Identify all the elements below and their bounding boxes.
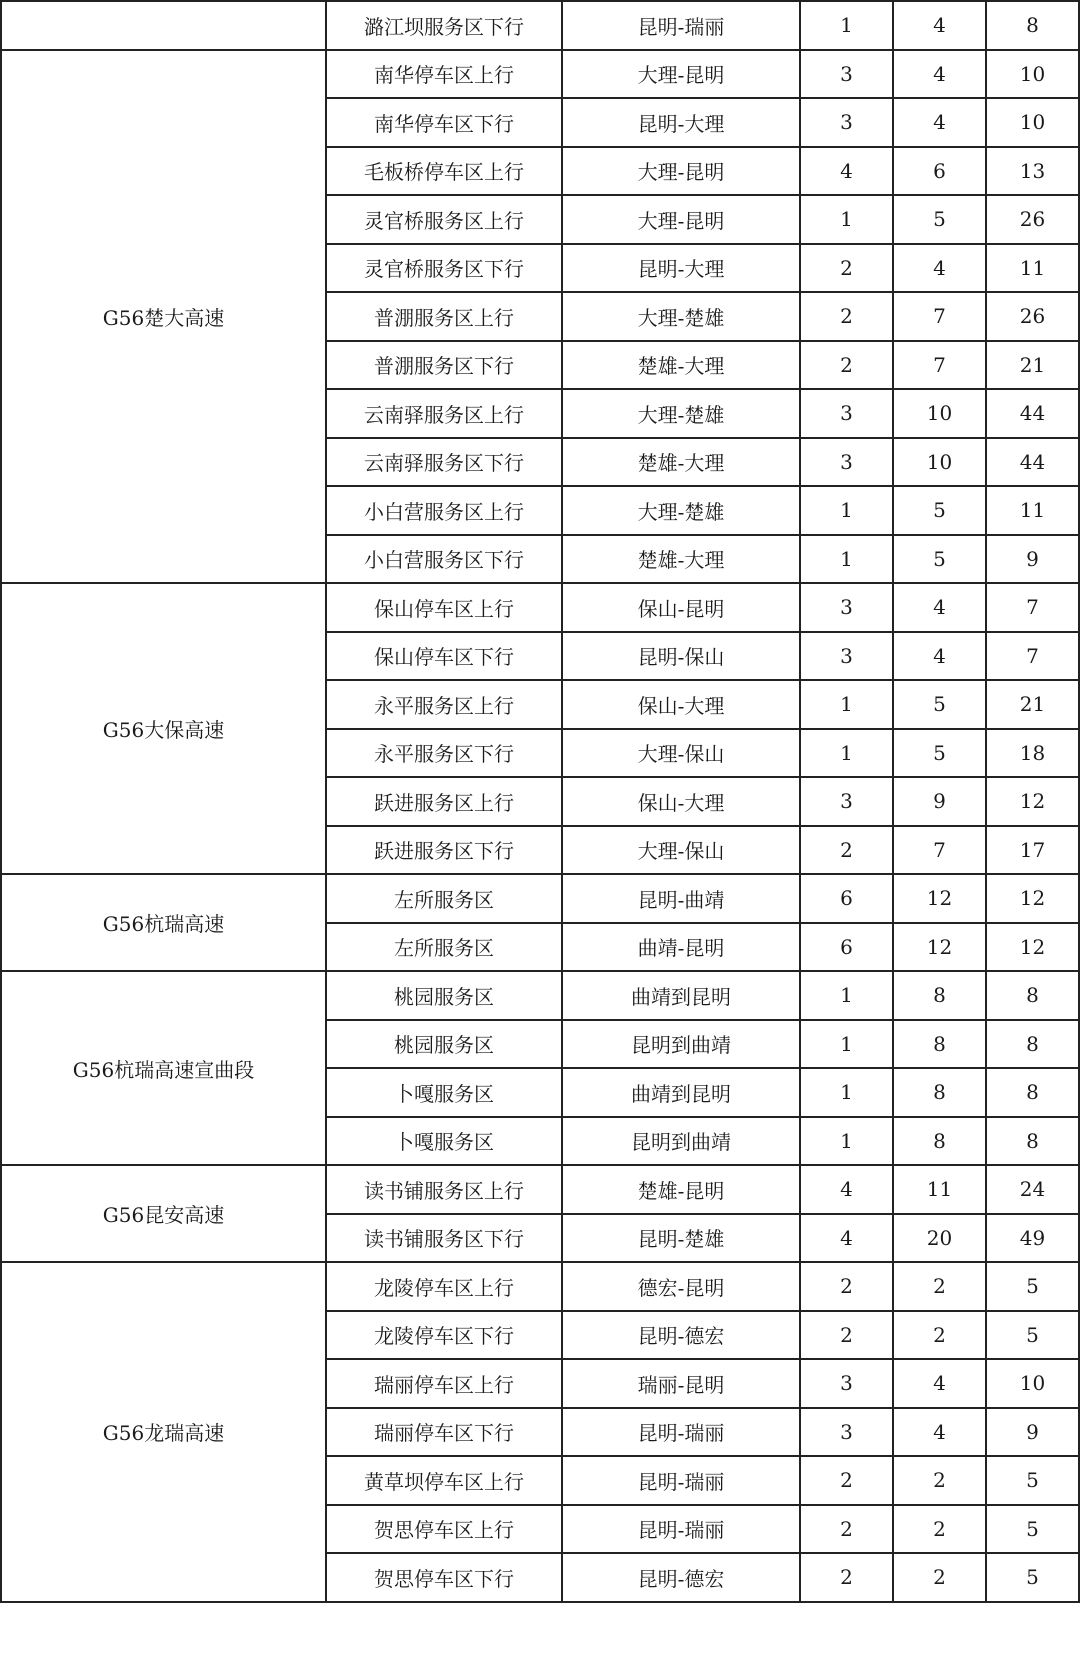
count-c-cell: 11 bbox=[986, 244, 1079, 293]
count-b-cell: 4 bbox=[893, 50, 986, 99]
count-c-cell: 8 bbox=[986, 1117, 1079, 1166]
count-a-cell: 6 bbox=[800, 923, 893, 972]
table-row bbox=[1, 1262, 1079, 1311]
count-a-cell: 3 bbox=[800, 632, 893, 681]
count-c-cell: 7 bbox=[986, 632, 1079, 681]
count-b-cell: 2 bbox=[893, 1553, 986, 1602]
count-b-cell: 2 bbox=[893, 1262, 986, 1311]
count-b-cell: 12 bbox=[893, 874, 986, 923]
count-c-cell: 21 bbox=[986, 341, 1079, 390]
count-a-cell: 2 bbox=[800, 1553, 893, 1602]
count-c-cell: 44 bbox=[986, 389, 1079, 438]
count-a-cell: 4 bbox=[800, 1214, 893, 1263]
table-row bbox=[1, 583, 1079, 632]
direction-cell: 瑞丽-昆明 bbox=[562, 1359, 800, 1408]
direction-cell: 昆明-瑞丽 bbox=[562, 1456, 800, 1505]
count-c-cell: 10 bbox=[986, 1359, 1079, 1408]
count-b-cell: 8 bbox=[893, 971, 986, 1020]
service-area-cell: 跃进服务区上行 bbox=[326, 777, 562, 826]
service-area-cell: 读书铺服务区下行 bbox=[326, 1214, 562, 1263]
count-c-cell: 49 bbox=[986, 1214, 1079, 1263]
direction-cell: 保山-大理 bbox=[562, 777, 800, 826]
count-a-cell: 1 bbox=[800, 680, 893, 729]
count-b-cell: 9 bbox=[893, 777, 986, 826]
count-a-cell: 2 bbox=[800, 244, 893, 293]
count-a-cell: 1 bbox=[800, 1068, 893, 1117]
direction-cell: 昆明-瑞丽 bbox=[562, 1408, 800, 1457]
road-name-cell: G56杭瑞高速宣曲段 bbox=[1, 971, 326, 1165]
count-a-cell: 1 bbox=[800, 1020, 893, 1069]
table-row bbox=[1, 1, 1079, 50]
count-b-cell: 20 bbox=[893, 1214, 986, 1263]
table-row bbox=[1, 971, 1079, 1020]
service-area-cell: 贺思停车区下行 bbox=[326, 1553, 562, 1602]
count-c-cell: 18 bbox=[986, 729, 1079, 778]
count-a-cell: 3 bbox=[800, 583, 893, 632]
service-area-cell: 卜嘎服务区 bbox=[326, 1117, 562, 1166]
count-a-cell: 3 bbox=[800, 50, 893, 99]
count-a-cell: 4 bbox=[800, 147, 893, 196]
count-c-cell: 7 bbox=[986, 583, 1079, 632]
direction-cell: 曲靖到昆明 bbox=[562, 1068, 800, 1117]
count-b-cell: 5 bbox=[893, 680, 986, 729]
service-area-cell: 读书铺服务区上行 bbox=[326, 1165, 562, 1214]
count-a-cell: 4 bbox=[800, 1165, 893, 1214]
service-area-cell: 潞江坝服务区下行 bbox=[326, 1, 562, 50]
count-a-cell: 2 bbox=[800, 1311, 893, 1360]
count-c-cell: 10 bbox=[986, 98, 1079, 147]
count-a-cell: 3 bbox=[800, 438, 893, 487]
direction-cell: 昆明-德宏 bbox=[562, 1311, 800, 1360]
count-c-cell: 5 bbox=[986, 1262, 1079, 1311]
count-b-cell: 12 bbox=[893, 923, 986, 972]
road-name-cell: G56杭瑞高速 bbox=[1, 874, 326, 971]
count-c-cell: 8 bbox=[986, 1, 1079, 50]
count-c-cell: 8 bbox=[986, 1020, 1079, 1069]
count-a-cell: 1 bbox=[800, 195, 893, 244]
count-b-cell: 10 bbox=[893, 389, 986, 438]
direction-cell: 大理-昆明 bbox=[562, 50, 800, 99]
direction-cell: 昆明-大理 bbox=[562, 98, 800, 147]
count-b-cell: 5 bbox=[893, 729, 986, 778]
road-name-cell: G56昆安高速 bbox=[1, 1165, 326, 1262]
count-b-cell: 4 bbox=[893, 1359, 986, 1408]
count-a-cell: 1 bbox=[800, 971, 893, 1020]
direction-cell: 昆明到曲靖 bbox=[562, 1117, 800, 1166]
service-area-cell: 南华停车区下行 bbox=[326, 98, 562, 147]
direction-cell: 保山-昆明 bbox=[562, 583, 800, 632]
direction-cell: 大理-昆明 bbox=[562, 195, 800, 244]
count-c-cell: 5 bbox=[986, 1553, 1079, 1602]
direction-cell: 昆明到曲靖 bbox=[562, 1020, 800, 1069]
count-a-cell: 2 bbox=[800, 1262, 893, 1311]
service-area-cell: 桃园服务区 bbox=[326, 1020, 562, 1069]
count-c-cell: 11 bbox=[986, 486, 1079, 535]
count-c-cell: 17 bbox=[986, 826, 1079, 875]
table-row bbox=[1, 1165, 1079, 1214]
count-b-cell: 8 bbox=[893, 1117, 986, 1166]
service-area-cell: 云南驿服务区下行 bbox=[326, 438, 562, 487]
count-b-cell: 4 bbox=[893, 1, 986, 50]
service-area-cell: 瑞丽停车区下行 bbox=[326, 1408, 562, 1457]
service-area-cell: 毛板桥停车区上行 bbox=[326, 147, 562, 196]
service-area-cell: 黄草坝停车区上行 bbox=[326, 1456, 562, 1505]
count-c-cell: 8 bbox=[986, 971, 1079, 1020]
service-area-cell: 桃园服务区 bbox=[326, 971, 562, 1020]
road-name-cell: G56楚大高速 bbox=[1, 50, 326, 584]
service-area-cell: 永平服务区下行 bbox=[326, 729, 562, 778]
count-a-cell: 3 bbox=[800, 389, 893, 438]
service-area-cell: 跃进服务区下行 bbox=[326, 826, 562, 875]
count-a-cell: 2 bbox=[800, 1456, 893, 1505]
count-b-cell: 10 bbox=[893, 438, 986, 487]
count-b-cell: 5 bbox=[893, 535, 986, 584]
count-c-cell: 26 bbox=[986, 195, 1079, 244]
road-name-cell: G56龙瑞高速 bbox=[1, 1262, 326, 1602]
count-b-cell: 4 bbox=[893, 1408, 986, 1457]
count-b-cell: 5 bbox=[893, 195, 986, 244]
service-area-cell: 龙陵停车区下行 bbox=[326, 1311, 562, 1360]
service-area-cell: 保山停车区下行 bbox=[326, 632, 562, 681]
direction-cell: 曲靖-昆明 bbox=[562, 923, 800, 972]
count-a-cell: 3 bbox=[800, 1408, 893, 1457]
service-area-cell: 左所服务区 bbox=[326, 874, 562, 923]
count-c-cell: 24 bbox=[986, 1165, 1079, 1214]
service-area-cell: 普淜服务区上行 bbox=[326, 292, 562, 341]
direction-cell: 昆明-德宏 bbox=[562, 1553, 800, 1602]
service-area-cell: 云南驿服务区上行 bbox=[326, 389, 562, 438]
service-area-cell: 贺思停车区上行 bbox=[326, 1505, 562, 1554]
service-area-cell: 瑞丽停车区上行 bbox=[326, 1359, 562, 1408]
count-c-cell: 10 bbox=[986, 50, 1079, 99]
service-area-cell: 保山停车区上行 bbox=[326, 583, 562, 632]
direction-cell: 昆明-保山 bbox=[562, 632, 800, 681]
service-area-cell: 灵官桥服务区下行 bbox=[326, 244, 562, 293]
count-a-cell: 1 bbox=[800, 729, 893, 778]
direction-cell: 昆明-楚雄 bbox=[562, 1214, 800, 1263]
count-b-cell: 5 bbox=[893, 486, 986, 535]
road-name-cell: G56大保高速 bbox=[1, 583, 326, 874]
count-a-cell: 2 bbox=[800, 292, 893, 341]
count-b-cell: 8 bbox=[893, 1068, 986, 1117]
count-c-cell: 44 bbox=[986, 438, 1079, 487]
count-c-cell: 9 bbox=[986, 1408, 1079, 1457]
service-area-cell: 灵官桥服务区上行 bbox=[326, 195, 562, 244]
direction-cell: 楚雄-大理 bbox=[562, 341, 800, 390]
service-area-cell: 永平服务区上行 bbox=[326, 680, 562, 729]
table-row bbox=[1, 50, 1079, 99]
count-b-cell: 6 bbox=[893, 147, 986, 196]
direction-cell: 大理-昆明 bbox=[562, 147, 800, 196]
service-area-cell: 左所服务区 bbox=[326, 923, 562, 972]
direction-cell: 楚雄-昆明 bbox=[562, 1165, 800, 1214]
count-a-cell: 2 bbox=[800, 826, 893, 875]
count-c-cell: 5 bbox=[986, 1505, 1079, 1554]
count-a-cell: 3 bbox=[800, 1359, 893, 1408]
service-area-cell: 普淜服务区下行 bbox=[326, 341, 562, 390]
count-b-cell: 2 bbox=[893, 1311, 986, 1360]
direction-cell: 楚雄-大理 bbox=[562, 535, 800, 584]
table-body bbox=[1, 1, 1079, 1602]
direction-cell: 大理-保山 bbox=[562, 729, 800, 778]
count-b-cell: 4 bbox=[893, 98, 986, 147]
count-a-cell: 1 bbox=[800, 486, 893, 535]
count-a-cell: 2 bbox=[800, 341, 893, 390]
service-area-cell: 小白营服务区上行 bbox=[326, 486, 562, 535]
count-c-cell: 9 bbox=[986, 535, 1079, 584]
direction-cell: 保山-大理 bbox=[562, 680, 800, 729]
direction-cell: 昆明-曲靖 bbox=[562, 874, 800, 923]
direction-cell: 楚雄-大理 bbox=[562, 438, 800, 487]
count-a-cell: 1 bbox=[800, 1117, 893, 1166]
count-b-cell: 4 bbox=[893, 244, 986, 293]
direction-cell: 曲靖到昆明 bbox=[562, 971, 800, 1020]
count-c-cell: 8 bbox=[986, 1068, 1079, 1117]
direction-cell: 昆明-大理 bbox=[562, 244, 800, 293]
count-b-cell: 11 bbox=[893, 1165, 986, 1214]
count-c-cell: 13 bbox=[986, 147, 1079, 196]
count-a-cell: 1 bbox=[800, 1, 893, 50]
count-c-cell: 26 bbox=[986, 292, 1079, 341]
count-b-cell: 8 bbox=[893, 1020, 986, 1069]
count-c-cell: 5 bbox=[986, 1311, 1079, 1360]
count-b-cell: 2 bbox=[893, 1505, 986, 1554]
count-a-cell: 3 bbox=[800, 98, 893, 147]
direction-cell: 大理-楚雄 bbox=[562, 389, 800, 438]
count-c-cell: 12 bbox=[986, 777, 1079, 826]
count-c-cell: 21 bbox=[986, 680, 1079, 729]
count-b-cell: 4 bbox=[893, 583, 986, 632]
table-row bbox=[1, 874, 1079, 923]
count-c-cell: 12 bbox=[986, 923, 1079, 972]
count-b-cell: 7 bbox=[893, 341, 986, 390]
count-a-cell: 2 bbox=[800, 1505, 893, 1554]
count-b-cell: 4 bbox=[893, 632, 986, 681]
service-area-cell: 南华停车区上行 bbox=[326, 50, 562, 99]
service-area-cell: 卜嘎服务区 bbox=[326, 1068, 562, 1117]
count-a-cell: 3 bbox=[800, 777, 893, 826]
road-name-cell bbox=[1, 1, 326, 50]
count-a-cell: 1 bbox=[800, 535, 893, 584]
direction-cell: 德宏-昆明 bbox=[562, 1262, 800, 1311]
count-b-cell: 7 bbox=[893, 826, 986, 875]
count-b-cell: 7 bbox=[893, 292, 986, 341]
direction-cell: 大理-楚雄 bbox=[562, 292, 800, 341]
count-b-cell: 2 bbox=[893, 1456, 986, 1505]
direction-cell: 昆明-瑞丽 bbox=[562, 1505, 800, 1554]
count-a-cell: 6 bbox=[800, 874, 893, 923]
direction-cell: 昆明-瑞丽 bbox=[562, 1, 800, 50]
count-c-cell: 5 bbox=[986, 1456, 1079, 1505]
service-area-cell: 小白营服务区下行 bbox=[326, 535, 562, 584]
count-c-cell: 12 bbox=[986, 874, 1079, 923]
direction-cell: 大理-楚雄 bbox=[562, 486, 800, 535]
direction-cell: 大理-保山 bbox=[562, 826, 800, 875]
service-area-cell: 龙陵停车区上行 bbox=[326, 1262, 562, 1311]
